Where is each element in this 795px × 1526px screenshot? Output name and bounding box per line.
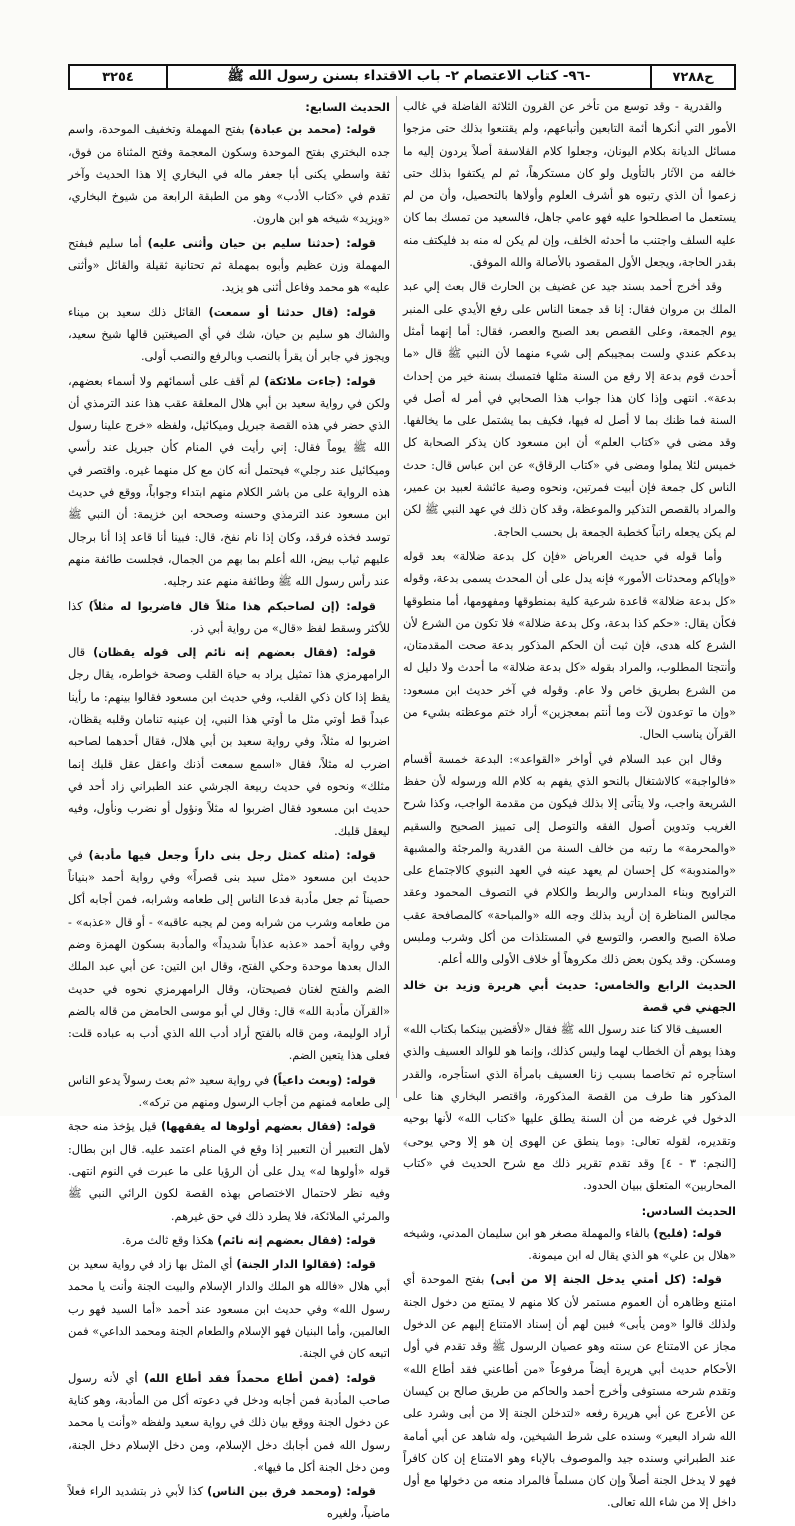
paragraph-text: لم أقف على أسمائهم ولا أسماء بعضهم، ولكن في رواية سعيد بن أبي هلال المعلقة عقب هذا عند الترمذي أن الذي حضر في هذه القصة جبريل وميكائيل، ولفظه «خرج علينا رسول الله ﷺ يوماً فقال: إني رأيت في المنام كأن جبريل عند رأسي وميكائيل عند رجلي» فيحتمل أنه كان مع كل منهما غيره. واقتصر في هذه الرواية على من باشر الكلام منهم ابتداء وجواباً، ووقع في حديث ابن مسعود عند الترمذي وحسنه وصححه ابن خزيمة: أن النبي ﷺ توسد فخذه فرقد، وكان إذا نام نفخ، قال: فبينا أنا قاعد إذا أنا برجال عليهم ثياب بيض، الله أعلم بما بهم من الجمال، فجلست طائفة منهم عند رأس رسول الله ﷺ وطائفة منهم عند رجليه. xyxy=(68,374,390,589)
paragraph-text: القائل ذلك سعيد بن ميناء والشاك هو سليم بن حيان، شك في أي الصيغتين قالها شيخ سعيد، ويجوز في جابر أن يقرأ بالنصب وبالرفع والنصب أولى. xyxy=(68,305,390,364)
commentary-paragraph xyxy=(68,119,390,230)
quoted-phrase: قوله: (حدثنا سليم بن حيان وأثنى عليه) xyxy=(147,236,377,250)
quoted-phrase: قوله: (فمن أطاع محمداً فقد أطاع الله) xyxy=(144,1371,376,1385)
commentary-paragraph xyxy=(68,1116,390,1227)
commentary-paragraph xyxy=(68,1230,390,1252)
hadith-number: ح٧٢٨٨ xyxy=(650,66,734,88)
paragraph: وأما قوله في حديث العرباض «فإن كل بدعة ضلالة» بعد قوله «وإياكم ومحدثات الأمور» فإنه يدل على أن المحدث يسمى بدعة، وقوله «كل بدعة ضلالة» قاعدة شرعية كلية بمنطوقها ومفهومها، أما منطوقها فكأن يقال: «حكم كذا بدعة، وكل بدعة ضلالة» فلا تكون من الشرع لأن الشرع كله هدى، فإن ثبت أن الحكم المذكور بدعة صحت المقدمتان، وأنتجتا المطلوب، والمراد بقوله «كل بدعة ضلالة» ما أحدث ولا دليل له من الشرع بطريق خاص ولا عام. وقوله في آخر حديث ابن مسعود: «وإن ما توعدون لآت وما أنتم بمعجزين» أراد ختم موعظته بشيء من القرآن يناسب الحال. xyxy=(403,549,736,742)
paragraph-text: بالفاء والمهملة مصغر هو ابن سليمان المدني، وشيخه «هلال بن علي» هو الذي يقال له ابن ميمونة. xyxy=(403,1226,736,1263)
paragraph-text: هكذا وقع ثالث مرة. xyxy=(121,1233,214,1247)
commentary-paragraph xyxy=(403,1269,736,1514)
commentary-paragraph xyxy=(68,233,390,300)
right-column xyxy=(403,96,736,1510)
paragraph-text: في رواية سعيد «ثم بعث رسولاً يدعو الناس إلى طعامه فمنهم من أجاب الرسول ومنهم من تركه». xyxy=(68,1073,390,1110)
quoted-phrase: قوله: (كل أمتي يدخل الجنة إلا من أبى) xyxy=(490,1273,722,1287)
paragraph: وقال ابن عبد السلام في أواخر «القواعد»: البدعة خمسة أقسام «فالواجبة» كالاشتغال بالنحو الذي يفهم به كلام الله ورسوله لأن حفظ الشريعة واجب، ولا يتأتى إلا بذلك فيكون من مقدمة الواجب، وكذا شرح الغريب وتدوين أصول الفقه والتوصل إلى تمييز الصحيح والسقيم «والمحرمة» ما رتبه من خالف السنة من القدرية والمرجئة والمشبهة «والمندوبة» كل إحسان لم يعهد عينه في العهد النبوي كالاجتماع على التراويح وبناء المدارس والربط والكلام في التصوف المحمود وعقد مجالس المناظرة إن أريد بذلك وجه الله «والمباحة» كالمصافحة عقب صلاة الصبح والعصر، والتوسع في المستلذات من أكل وشرب وملبس ومسكن. وقد يكون بعض ذلك مكروهاً أو خلاف الأولى والله أعلم. xyxy=(403,752,736,967)
commentary-paragraph xyxy=(68,1070,390,1115)
paragraph: العسيف قالا كنا عند رسول الله ﷺ فقال «لأقضين بينكما بكتاب الله» وهذا يوهم أن الخطاب لهما وليس كذلك، وإنما هو للوالد العسيف والذي استأجره ثم تخاصما بسبب زنا العسيف بامرأة الذي استأجره، والقدر المذكور هنا طرف من القصة المذكورة، واقتصر البخاري هنا على الدخول في غرضه من أن السنة يطلق عليها «كتاب الله» لأنها بوحيه وتقديره، لقوله تعالى: ﴿وما ينطق عن الهوى إن هو إلا وحي يوحى﴾ [النجم: ٣ - ٤] وقد تقدم تقرير ذلك مع شرح الحديث في «كتاب المحاربين» المتعلق ببيان الحدود. xyxy=(403,1023,736,1193)
quoted-phrase: قوله: (فقالوا الدار الجنة) xyxy=(236,1258,377,1272)
commentary-paragraph xyxy=(68,845,390,1068)
paragraph-text: كذا لأبي ذر بتشديد الراء فعلاً ماضياً، ولغيره xyxy=(68,1485,390,1521)
column-divider xyxy=(396,96,397,1098)
section-heading: الحديث الرابع والخامس: حديث أبي هريرة وزيد بن خالد الجهني في قصة xyxy=(403,977,736,1014)
commentary-paragraph xyxy=(403,1223,736,1268)
paragraph-text: بفتح الموحدة أي امتنع وظاهره أن العموم مستمر لأن كلا منهم لا يمتنع من دخول الجنة ولذلك قالوا «ومن يأبى» فبين لهم أن إسناد الامتناع إليهم عن الدخول مجاز عن الامتناع عن سنته وهو عصيان الرسول ﷺ وقد تقدم في أول الأحكام حديث أبي هريرة أيضاً مرفوعاً «من أطاعني فقد أطاع الله» وتقدم شرحه مستوفى وأخرج أحمد والحاكم من طريق صالح بن كيسان عن الأعرج عن أبي هريرة رفعه «لتدخلن الجنة إلا من أبى وشرد على الله شراد البعير» وسنده على شرط الشيخين، وله شاهد عن أبي أمامة عند الطبراني وسنده جيد والموصوف بالإباء وهو الامتناع إن كان كافراً فهو لا يدخل الجنة أصلاً وإن كان مسلماً فالمراد منعه من دخولها مع أول داخل إلا من شاء الله تعالى. xyxy=(403,1273,736,1510)
quoted-phrase: قوله: (إن لصاحبكم هذا مثلاً قال فاضربوا له مثلاً) xyxy=(88,599,376,613)
page-number: ٣٢٥٤ xyxy=(70,66,168,88)
commentary-paragraph xyxy=(68,302,390,369)
commentary-paragraph xyxy=(68,1368,390,1479)
page-header xyxy=(68,64,736,90)
quoted-phrase: قوله: (قال حدثنا أو سمعت) xyxy=(208,305,377,319)
commentary-paragraph xyxy=(68,1481,390,1526)
section-heading: الحديث السادس: xyxy=(641,1203,736,1218)
quoted-phrase: قوله: (محمد بن عبادة) xyxy=(249,123,376,137)
paragraph-text: قيل يؤخذ منه حجة لأهل التعبير أن التعبير إذا وقع في المنام اعتمد عليه. قال ابن بطال: قوله «أولوها له» يدل على أن الرؤيا على ما عبرت في النوم انتهى. وفيه نظر لاحتمال الاختصاص بهذه القصة لكون الرائي النبي ﷺ والمرئي الملائكة، فلا يطرد ذلك في حق غيرهم. xyxy=(68,1120,390,1223)
quoted-phrase: قوله: (جاءت ملائكة) xyxy=(264,374,377,388)
commentary-paragraph xyxy=(68,642,390,843)
quoted-phrase: قوله: (فليح) xyxy=(653,1226,722,1240)
left-column xyxy=(68,96,390,1521)
paragraph: والقدرية - وقد توسع من تأخر عن القرون الثلاثة الفاضلة في غالب الأمور التي أنكرها أئمة التابعين وأتباعهم، ولم يقتنعوا بذلك حتى مزجوا مسائل الديانة بكلام اليونان، وجعلوا كلام الفلاسفة أصلاً يردون إليه ما خالفه من الآثار بالتأويل ولو كان مستكرهاً، ثم لم يكتفوا بذلك حتى زعموا أن الذي رتبوه هو أشرف العلوم وأولاها بالتحصيل، وأن من لم يستعمل ما اصطلحوا عليه فهو عامي جاهل، فالسعيد من تمسك بما كان عليه السلف واجتنب ما أحدثه الخلف، وإن لم يكن له منه بد فليكتف منه بقدر الحاجة، ويجعل الأول المقصود بالأصالة والله الموفق. xyxy=(403,100,736,270)
quoted-phrase: قوله: (فقال بعضهم أولوها له يفقهها) xyxy=(160,1120,376,1134)
paragraph: وقد أخرج أحمد بسند جيد عن غضيف بن الحارث قال بعث إلي عبد الملك بن مروان فقال: إنا قد جمعنا الناس على رفع الأيدي على المنبر يوم الجمعة، وعلى القصص بعد الصبح والعصر، فقال: أما إنهما أمثل بدعكم عندي ولست بمجيبكم إلى شيء منهما لأن النبي ﷺ قال «ما أحدث قوم بدعة إلا رفع من السنة مثلها فتمسك بسنة خير من إحداث بدعة». انتهى وإذا كان هذا جواب هذا الصحابي في أمر له أصل في السنة فما ظنك بما لا أصل له فيها، فكيف بما يشتمل على ما يخالفها. وقد مضى في «كتاب العلم» أن ابن مسعود كان يذكر الصحابة كل خميس لئلا يملوا ومضى في «كتاب الرقاق» عن ابن عباس قال: حدث الناس كل جمعة فإن أبيت فمرتين، ونحوه وصية عائشة لعبيد بن عمير، والمراد بالقصص التذكير والموعظة، وقد كان ذلك في عهد النبي ﷺ لكن لم يكن يجعله راتباً كخطبة الجمعة بل بحسب الحاجة. xyxy=(403,280,736,539)
quoted-phrase: قوله: (ومحمد فرق بين الناس) xyxy=(207,1485,376,1499)
paragraph-text: قال الرامهرمزي هذا تمثيل يراد به حياة القلب وصحة خواطره، يقال رجل يقظ إذا كان ذكي القلب، وفي حديث ابن مسعود فقالوا بينهم: ما رأينا عبداً قط أوتي مثل ما أوتي هذا النبي، إن عينيه تنامان وقلبه يقظان، اضربوا له مثلاً، وفي رواية سعيد بن أبي هلال، فقال أحدهما لصاحبه اضرب له مثلاً، فقال «اسمع سمعت أذنك واعقل عقل قلبك إنما مثلك» ونحوه في حديث ربيعة الجرشي عند الطبراني زاد أحد في حديث ابن مسعود فقال اضربوا له مثلاً ونؤول أو نضرب ونأول، وفيه ليعقل قلبك. xyxy=(68,646,390,838)
paragraph-text: بفتح المهملة وتخفيف الموحدة، واسم جده البختري بفتح الموحدة وسكون المعجمة وفتح المثناة من فوق، ثقة واسطي يكنى أبا جعفر ماله في البخاري إلا هذا الحديث وآخر تقدم في «كتاب الأدب» وهو من الطبقة الرابعة من شيوخ البخاري، «ويزيد» شيخه هو ابن هارون. xyxy=(68,123,390,226)
paragraph-text: أي المثل بها زاد في رواية سعيد بن أبي هلال «فالله هو الملك والدار الإسلام والبيت الجنة وأنت يا محمد رسول الله» وفي حديث ابن مسعود عند أحمد «أما السيد فهو رب العالمين، وأما البنيان فهو الإسلام والطعام الجنة ومحمد الداعي» فمن اتبعه كان في الجنة. xyxy=(68,1258,390,1361)
quoted-phrase: قوله: (فقال بعضهم إنه نائم إلى قوله يقظان) xyxy=(93,646,377,660)
paragraph-text: كذا للأكثر وسقط لفظ «قال» من رواية أبي ذر. xyxy=(68,599,390,635)
paragraph-text: أي لأنه رسول صاحب المأدبة فمن أجابه ودخل في دعوته أكل من المأدبة، وهو كناية عن دخول الجنة ووقع بيان ذلك في رواية سعيد ولفظه «وأنت يا محمد رسول الله فمن أجابك دخل الإسلام، ومن دخل الإسلام دخل الجنة، ومن دخل الجنة أكل ما فيها». xyxy=(68,1371,390,1474)
running-title: -٩٦- كتاب الاعتصام ٢- باب الاقتداء بسنن رسول الله ﷺ xyxy=(227,68,591,84)
quoted-phrase: قوله: (فقال بعضهم إنه نائم) xyxy=(217,1233,376,1247)
quoted-phrase: قوله: (وبعث داعياً) xyxy=(272,1073,376,1087)
paragraph-text: أما سليم فبفتح المهملة وزن عظيم وأبوه بمهملة ثم تحتانية ثقيلة والقائل «وأثنى عليه» هو محمد وفاعل أثنى هو يزيد. xyxy=(68,236,390,295)
commentary-paragraph xyxy=(68,371,390,594)
commentary-paragraph xyxy=(68,596,390,641)
quoted-phrase: قوله: (مثله كمثل رجل بنى داراً وجعل فيها مأدبة) xyxy=(88,848,376,862)
commentary-paragraph xyxy=(68,1254,390,1365)
section-heading: الحديث السابع: xyxy=(305,100,390,114)
paragraph-text: في حديث ابن مسعود «مثل سيد بنى قصراً» وفي رواية أحمد «بنياناً حصيناً ثم جعل مأدبة فدعا الناس إلى طعامه وشرابه، فمن أجابه أكل من طعامه وشرب من شرابه ومن لم يجبه عاقبه» - أو قال «عذبه» - وفي رواية أحمد «عذبه عذاباً شديداً» والمأدبة بسكون الهمزة وضم الدال بعدها موحدة وحكي الفتح، وقال ابن التين: عن أبي عبد الملك الضم والفتح لغتان فصيحتان، وقال الرامهرمزي نحوه في حديث «القرآن مأدبة الله» قال: وقال لي أبو موسى الحامض من قاله بالضم أراد الوليمة، ومن قاله بالفتح أراد أدب الله الذي أدب به عباده قلت: فعلى هذا يتعين الضم. xyxy=(68,848,390,1063)
